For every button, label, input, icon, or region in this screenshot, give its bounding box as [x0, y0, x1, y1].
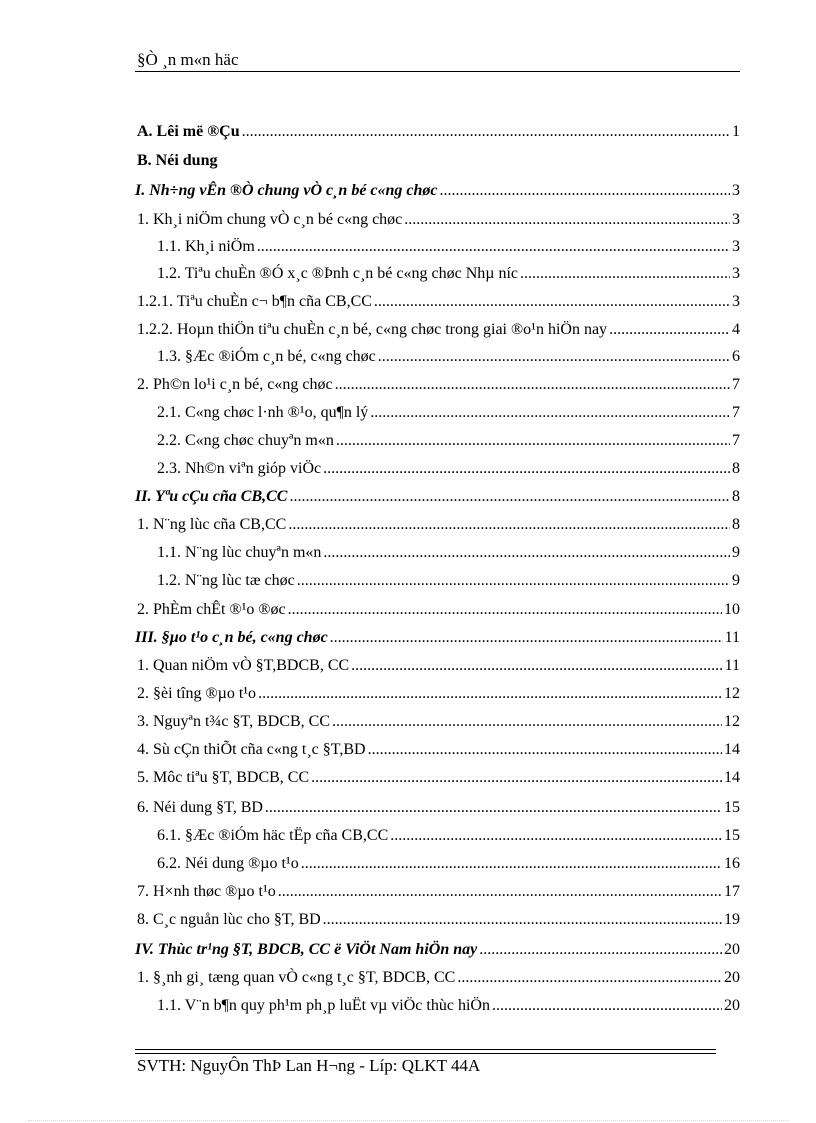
- toc-leader-dots: [323, 543, 730, 563]
- toc-entry-title: 1.1. N¨ng lùc chuyªn m«n: [157, 544, 322, 561]
- toc-entry-title: 7. H×nh thøc ®µo t¹o: [137, 883, 276, 900]
- toc-leader-dots: [479, 940, 722, 960]
- toc-entry-title: 6.2. Néi dung ®µo t¹o: [157, 855, 299, 872]
- toc-entry-page: 7: [732, 432, 740, 449]
- toc-entry-page: 7: [732, 376, 740, 393]
- footer-rule-bottom: [135, 1053, 716, 1054]
- toc-entry-title: B. Néi dung: [137, 152, 218, 169]
- toc-entry: [157, 459, 740, 481]
- toc-entry-title: III. §µo t¹o c¸n bé, c«ng chøc: [135, 629, 328, 646]
- toc-entry: [137, 210, 740, 232]
- toc-leader-dots: [520, 264, 730, 284]
- toc-entry: [137, 684, 740, 706]
- toc-entry-title: 1.1. Kh¸i niÖm: [157, 238, 255, 255]
- toc-leader-dots: [440, 181, 730, 201]
- toc-leader-dots: [351, 656, 722, 676]
- page-footer-author: SVTH: NguyÔn ThÞ Lan H¬ng - Líp: QLKT 44A: [137, 1056, 481, 1075]
- toc-entry: [157, 237, 740, 259]
- toc-entry-title: A. Lêi më ®Çu: [137, 123, 240, 140]
- toc-entry: [157, 431, 740, 453]
- toc-entry: [137, 712, 740, 734]
- toc-entry-page: 11: [724, 629, 740, 646]
- toc-leader-dots: [257, 237, 730, 257]
- toc-entry-page: 10: [724, 601, 740, 618]
- page-header-title: §Ò ¸n m«n häc: [137, 50, 239, 69]
- toc-entry-title: 1.3. §Æc ®iÓm c¸n bé, c«ng chøc: [157, 348, 376, 365]
- toc-entry-page: 20: [724, 941, 740, 958]
- toc-entry-page: 15: [724, 827, 740, 844]
- toc-entry: [157, 543, 740, 565]
- toc-entry-title: 1.2. Tiªu chuÈn ®Ó x¸c ®Þnh c¸n bé c«ng chøc Nhµ níc: [157, 265, 519, 282]
- toc-entry: [137, 882, 740, 904]
- toc-entry-page: 3: [732, 238, 740, 255]
- toc-entry-page: 8: [732, 460, 740, 477]
- toc-leader-dots: [330, 628, 723, 648]
- toc-entry-title: 2. Ph©n lo¹i c¸n bé, c«ng chøc: [137, 376, 333, 393]
- toc-entry: [137, 151, 740, 173]
- toc-entry-title: 1. Quan niÖm vÒ §T,BDCB, CC: [137, 657, 350, 674]
- toc-leader-dots: [378, 347, 730, 367]
- toc-entry-title: 1.2.1. Tiªu chuÈn c¬ b¶n cña CB,CC: [137, 293, 372, 310]
- toc-entry: [137, 968, 740, 990]
- toc-entry: [137, 292, 740, 314]
- toc-entry-page: 20: [724, 997, 740, 1014]
- toc-entry-title: 3. Nguyªn t¾c §T, BDCB, CC: [137, 713, 331, 730]
- toc-entry: [137, 656, 740, 678]
- toc-entry-title: 2.2. C«ng chøc chuyªn m«n: [157, 432, 334, 449]
- toc-entry-title: 6. Néi dung §T, BD: [137, 799, 263, 816]
- toc-entry-page: 7: [732, 404, 740, 421]
- toc-entry: [137, 768, 740, 790]
- toc-leader-dots: [390, 826, 722, 846]
- toc-leader-dots: [265, 798, 722, 818]
- toc-entry-page: 3: [732, 265, 740, 282]
- toc-entry-title: 2. PhÈm chÊt ®¹o ®øc: [137, 601, 286, 618]
- toc-entry: [135, 940, 740, 962]
- toc-leader-dots: [288, 600, 722, 620]
- toc-leader-dots: [278, 882, 722, 902]
- toc-entry: [157, 403, 740, 425]
- toc-leader-dots: [368, 740, 722, 760]
- toc-entry-page: 15: [724, 799, 740, 816]
- toc-entry-title: 2.3. Nh©n viªn gióp viÖc: [157, 460, 322, 477]
- toc-entry-title: 1. N¨ng lùc cña CB,CC: [137, 516, 287, 533]
- toc-leader-dots: [457, 968, 722, 988]
- toc-entry-page: 8: [732, 488, 740, 505]
- toc-entry-title: II. Yªu cÇu cña CB,CC: [135, 488, 288, 505]
- toc-entry-title: 1. §¸nh gi¸ tæng quan vÒ c«ng t¸c §T, BDCB, CC: [137, 969, 456, 986]
- toc-leader-dots: [609, 320, 730, 340]
- toc-entry-page: 11: [724, 657, 740, 674]
- toc-entry: [137, 740, 740, 762]
- toc-entry: [157, 264, 740, 286]
- toc-entry-title: 5. Môc tiªu §T, BDCB, CC: [137, 769, 310, 786]
- toc-leader-dots: [323, 459, 730, 479]
- page-bottom-edge: [28, 1120, 788, 1121]
- toc-leader-dots: [332, 712, 722, 732]
- toc-entry: [157, 347, 740, 369]
- toc-entry: [137, 515, 740, 537]
- toc-leader-dots: [288, 515, 730, 535]
- toc-entry-title: 1.2. N¨ng lùc tæ chøc: [157, 572, 295, 589]
- toc-entry-page: 9: [732, 572, 740, 589]
- toc-entry: [137, 375, 740, 397]
- toc-leader-dots: [404, 210, 730, 230]
- toc-entry-page: 1: [732, 123, 740, 140]
- header-rule: [135, 71, 740, 72]
- toc-entry: [137, 910, 740, 932]
- toc-entry-page: 19: [724, 911, 740, 928]
- toc-entry: [135, 487, 740, 509]
- toc-leader-dots: [335, 375, 730, 395]
- toc-entry-title: 8. C¸c nguån lùc cho §T, BD: [137, 911, 321, 928]
- toc-entry: [157, 854, 740, 876]
- toc-entry-page: 3: [732, 293, 740, 310]
- toc-entry: [157, 826, 740, 848]
- toc-leader-dots: [492, 996, 722, 1016]
- toc-entry: [135, 181, 740, 203]
- toc-leader-dots: [297, 571, 730, 591]
- toc-entry: [157, 571, 740, 593]
- toc-entry-title: IV. Thùc tr¹ng §T, BDCB, CC ë ViÖt Nam hiÖn nay: [135, 941, 478, 958]
- toc-entry-title: 4. Sù cÇn thiÕt cña c«ng t¸c §T,BD: [137, 741, 366, 758]
- toc-leader-dots: [242, 122, 730, 142]
- toc-entry-title: 1.2.2. Hoµn thiÖn tiªu chuÈn c¸n bé, c«ng chøc trong giai ®o¹n hiÖn nay: [137, 321, 608, 338]
- toc-entry-page: 12: [724, 685, 740, 702]
- toc-entry-page: 14: [724, 769, 740, 786]
- toc-leader-dots: [370, 403, 730, 423]
- toc-entry-page: 16: [724, 855, 740, 872]
- toc-entry-page: 8: [732, 516, 740, 533]
- footer-rule-top: [135, 1049, 716, 1050]
- toc-entry-title: 6.1. §Æc ®iÓm häc tËp cña CB,CC: [157, 827, 389, 844]
- toc-entry-title: 1. Kh¸i niÖm chung vÒ c¸n bé c«ng chøc: [137, 211, 403, 228]
- toc-entry-page: 3: [732, 211, 740, 228]
- toc-entry-title: I. Nh÷ng vÊn ®Ò chung vÒ c¸n bé c«ng chøc: [135, 182, 438, 199]
- toc-entry-page: 14: [724, 741, 740, 758]
- toc-entry-page: 4: [732, 321, 740, 338]
- toc-entry: [137, 600, 740, 622]
- toc-entry: [137, 798, 740, 820]
- toc-leader-dots: [374, 292, 730, 312]
- toc-entry: [157, 996, 740, 1018]
- toc-entry-title: 2. §èi tîng ®µo t¹o: [137, 685, 257, 702]
- toc-entry-page: 12: [724, 713, 740, 730]
- toc-entry-page: 17: [724, 883, 740, 900]
- toc-leader-dots: [311, 768, 722, 788]
- toc-entry-page: 6: [732, 348, 740, 365]
- toc-entry: [137, 122, 740, 144]
- toc-entry-page: 20: [724, 969, 740, 986]
- toc-leader-dots: [289, 487, 730, 507]
- toc-entry-title: 2.1. C«ng chøc l·nh ®¹o, qu¶n lý: [157, 404, 369, 421]
- toc-leader-dots: [301, 854, 722, 874]
- toc-leader-dots: [258, 684, 722, 704]
- toc-entry-page: 3: [732, 182, 740, 199]
- toc-entry-title: 1.1. V¨n b¶n quy ph¹m ph¸p luËt vµ viÖc thùc hiÖn: [157, 997, 490, 1014]
- toc-entry-page: 9: [732, 544, 740, 561]
- toc-leader-dots: [323, 910, 722, 930]
- toc-leader-dots: [336, 431, 730, 451]
- toc-entry: [135, 628, 740, 650]
- toc-entry: [137, 320, 740, 342]
